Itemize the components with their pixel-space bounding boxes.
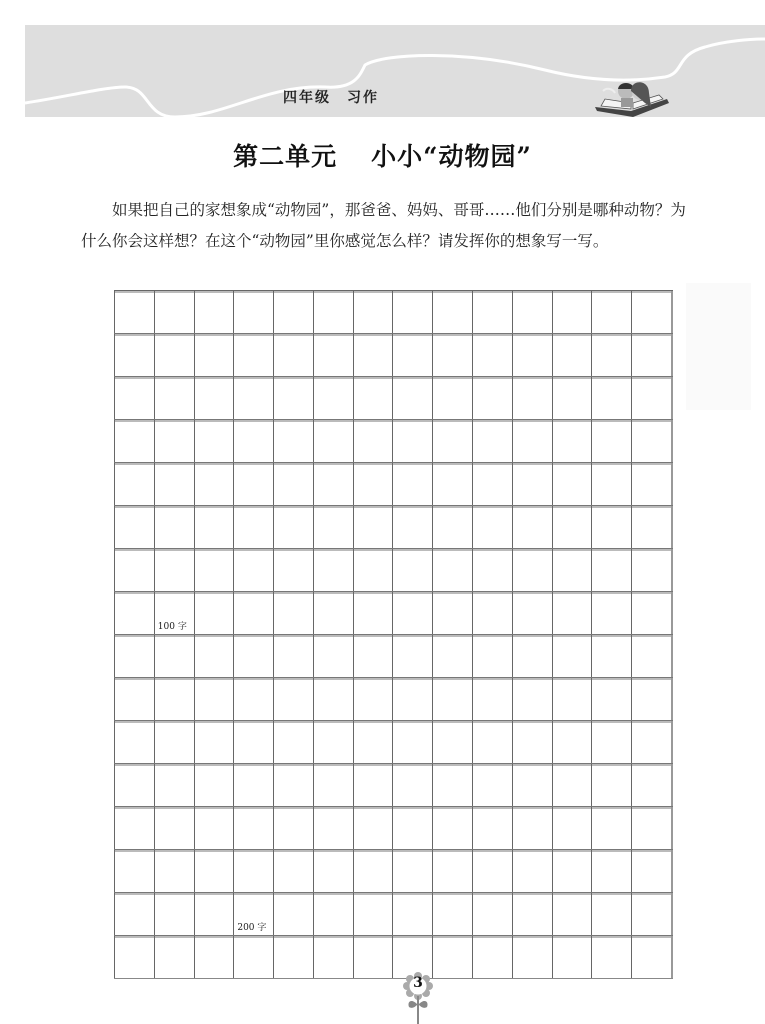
- topic-label: 小小“动物园”: [371, 142, 532, 171]
- grid-cell[interactable]: [432, 635, 472, 677]
- grid-cell[interactable]: [472, 635, 512, 677]
- grid-row: [114, 806, 673, 849]
- grid-cell[interactable]: [194, 506, 234, 548]
- grid-cell[interactable]: [631, 592, 673, 634]
- grid-cell[interactable]: [552, 635, 592, 677]
- grid-cell[interactable]: [194, 592, 234, 634]
- grid-cell[interactable]: [313, 463, 353, 505]
- grid-cell[interactable]: [432, 936, 472, 978]
- grid-cell[interactable]: [353, 721, 393, 763]
- grid-cell[interactable]: [233, 334, 273, 376]
- grid-cell[interactable]: [591, 377, 631, 419]
- grid-row: [114, 419, 673, 462]
- grid-cell[interactable]: [273, 721, 313, 763]
- grid-cell[interactable]: [552, 420, 592, 462]
- grid-cell[interactable]: [154, 549, 194, 591]
- grid-cell[interactable]: [432, 678, 472, 720]
- grid-cell[interactable]: [114, 592, 154, 634]
- grid-cell[interactable]: [591, 592, 631, 634]
- grid-row: [114, 505, 673, 548]
- grid-cell[interactable]: [313, 764, 353, 806]
- word-count-mark: 100 字: [157, 622, 187, 632]
- grid-row: [114, 290, 673, 333]
- grid-cell[interactable]: [114, 936, 154, 978]
- grid-cell[interactable]: [392, 721, 432, 763]
- grid-cell[interactable]: [512, 420, 552, 462]
- grid-cell[interactable]: [353, 506, 393, 548]
- grid-cell[interactable]: [313, 721, 353, 763]
- word-count-mark: 200 字: [237, 923, 267, 933]
- grid-cell[interactable]: [194, 420, 234, 462]
- grid-cell[interactable]: [154, 377, 194, 419]
- grid-cell[interactable]: [154, 936, 194, 978]
- grid-cell[interactable]: [353, 334, 393, 376]
- grid-cell[interactable]: [552, 807, 592, 849]
- grid-cell[interactable]: [512, 463, 552, 505]
- header-label: [283, 87, 379, 107]
- grid-cell[interactable]: [233, 807, 273, 849]
- grid-cell[interactable]: [233, 764, 273, 806]
- grid-cell[interactable]: [552, 506, 592, 548]
- grid-cell[interactable]: [194, 807, 234, 849]
- grid-cell[interactable]: [631, 291, 673, 333]
- grid-cell[interactable]: [631, 635, 673, 677]
- grid-cell[interactable]: [631, 549, 673, 591]
- grid-cell[interactable]: [154, 463, 194, 505]
- grid-cell[interactable]: [591, 291, 631, 333]
- grid-cell[interactable]: [194, 549, 234, 591]
- grid-cell[interactable]: [512, 377, 552, 419]
- grid-cell[interactable]: [114, 850, 154, 892]
- grid-cell[interactable]: [392, 592, 432, 634]
- grid-cell[interactable]: [114, 807, 154, 849]
- grid-cell[interactable]: [472, 592, 512, 634]
- grid-cell[interactable]: [313, 334, 353, 376]
- grid-row: [114, 376, 673, 419]
- grid-cell[interactable]: [233, 291, 273, 333]
- grid-cell[interactable]: [233, 592, 273, 634]
- grid-cell[interactable]: [273, 850, 313, 892]
- grid-cell[interactable]: [392, 764, 432, 806]
- grid-cell[interactable]: [472, 377, 512, 419]
- grid-cell[interactable]: [114, 549, 154, 591]
- grid-cell[interactable]: [313, 377, 353, 419]
- grid-cell[interactable]: [114, 721, 154, 763]
- grid-cell[interactable]: [552, 893, 592, 935]
- grid-cell[interactable]: [591, 420, 631, 462]
- grid-cell[interactable]: [512, 635, 552, 677]
- grid-cell[interactable]: [591, 721, 631, 763]
- grid-row: [114, 634, 673, 677]
- grid-cell[interactable]: [432, 807, 472, 849]
- grid-cell[interactable]: [472, 850, 512, 892]
- grid-cell[interactable]: [552, 291, 592, 333]
- grid-cell[interactable]: [353, 291, 393, 333]
- grid-cell[interactable]: [273, 377, 313, 419]
- grid-cell[interactable]: [432, 334, 472, 376]
- grid-cell[interactable]: [233, 377, 273, 419]
- grid-cell[interactable]: [631, 678, 673, 720]
- grid-cell[interactable]: [512, 678, 552, 720]
- grid-cell[interactable]: [472, 721, 512, 763]
- grid-cell[interactable]: [552, 592, 592, 634]
- grid-cell[interactable]: [194, 377, 234, 419]
- grid-cell[interactable]: [472, 807, 512, 849]
- grid-cell[interactable]: [313, 678, 353, 720]
- grid-cell[interactable]: [631, 721, 673, 763]
- grid-row: [114, 720, 673, 763]
- grid-cell[interactable]: [194, 334, 234, 376]
- grid-cell[interactable]: [233, 721, 273, 763]
- grid-cell[interactable]: [591, 850, 631, 892]
- grid-cell[interactable]: [233, 850, 273, 892]
- grid-cell[interactable]: [154, 721, 194, 763]
- grid-cell[interactable]: [313, 291, 353, 333]
- grid-cell[interactable]: [631, 506, 673, 548]
- grid-cell[interactable]: [233, 936, 273, 978]
- grid-cell[interactable]: [273, 549, 313, 591]
- grid-cell[interactable]: [631, 936, 673, 978]
- grid-cell[interactable]: [392, 291, 432, 333]
- grid-row: [114, 462, 673, 505]
- grid-cell[interactable]: [233, 506, 273, 548]
- grid-cell[interactable]: [432, 377, 472, 419]
- grid-cell[interactable]: [194, 463, 234, 505]
- grid-cell[interactable]: [631, 334, 673, 376]
- grid-cell[interactable]: [512, 334, 552, 376]
- grid-cell[interactable]: [631, 850, 673, 892]
- grid-cell[interactable]: [194, 635, 234, 677]
- grid-row: [114, 591, 673, 634]
- grid-cell[interactable]: [353, 893, 393, 935]
- grid-cell[interactable]: [432, 721, 472, 763]
- grid-row: [114, 935, 673, 978]
- grid-cell[interactable]: [392, 678, 432, 720]
- grid-cell[interactable]: [154, 678, 194, 720]
- grid-cell[interactable]: [154, 592, 194, 634]
- grid-cell[interactable]: [353, 678, 393, 720]
- grid-cell[interactable]: [591, 635, 631, 677]
- grid-cell[interactable]: [552, 463, 592, 505]
- grid-cell[interactable]: [313, 592, 353, 634]
- grid-cell[interactable]: [512, 850, 552, 892]
- writing-prompt: 如果把自己的家想象成“动物园”，那爸爸、妈妈、哥哥……他们分别是哪种动物？为什么你会这样想？在这个“动物园”里你感觉怎么样？请发挥你的想象写一写。: [81, 201, 686, 250]
- grid-cell[interactable]: [194, 764, 234, 806]
- grid-cell[interactable]: [552, 764, 592, 806]
- grid-cell[interactable]: [591, 807, 631, 849]
- grid-cell[interactable]: [432, 506, 472, 548]
- grid-cell[interactable]: [392, 893, 432, 935]
- grid-cell[interactable]: [432, 549, 472, 591]
- page-number-badge: [403, 972, 433, 1024]
- grid-cell[interactable]: [154, 506, 194, 548]
- grid-cell[interactable]: [353, 850, 393, 892]
- grid-cell[interactable]: [591, 893, 631, 935]
- grid-cell[interactable]: [273, 764, 313, 806]
- grid-cell[interactable]: [233, 893, 273, 935]
- grid-cell[interactable]: [114, 506, 154, 548]
- grid-cell[interactable]: [512, 592, 552, 634]
- grid-cell[interactable]: [512, 721, 552, 763]
- grid-cell[interactable]: [512, 291, 552, 333]
- grid-cell[interactable]: [512, 549, 552, 591]
- grid-cell[interactable]: [313, 549, 353, 591]
- grid-cell[interactable]: [194, 936, 234, 978]
- page-title: [0, 137, 765, 173]
- grid-cell[interactable]: [432, 420, 472, 462]
- grid-cell[interactable]: [353, 549, 393, 591]
- grid-cell[interactable]: [512, 807, 552, 849]
- grid-cell[interactable]: [591, 678, 631, 720]
- grid-cell[interactable]: [273, 807, 313, 849]
- grid-cell[interactable]: [313, 850, 353, 892]
- grid-cell[interactable]: [512, 893, 552, 935]
- grade-label: 四年级: [283, 90, 331, 106]
- grid-cell[interactable]: [353, 377, 393, 419]
- grid-cell[interactable]: [114, 678, 154, 720]
- grid-cell[interactable]: [552, 850, 592, 892]
- grid-cell[interactable]: [273, 635, 313, 677]
- grid-cell[interactable]: [154, 807, 194, 849]
- grid-row: [114, 763, 673, 806]
- grid-cell[interactable]: [472, 678, 512, 720]
- grid-cell[interactable]: [472, 936, 512, 978]
- grid-cell[interactable]: [194, 850, 234, 892]
- grid-cell[interactable]: [512, 764, 552, 806]
- grid-row: [114, 849, 673, 892]
- grid-cell[interactable]: [154, 334, 194, 376]
- grid-cell[interactable]: [591, 506, 631, 548]
- grid-cell[interactable]: [154, 420, 194, 462]
- grid-cell[interactable]: [552, 549, 592, 591]
- grid-cell[interactable]: [273, 678, 313, 720]
- grid-cell[interactable]: [552, 678, 592, 720]
- grid-cell[interactable]: [273, 291, 313, 333]
- grid-cell[interactable]: [472, 334, 512, 376]
- grid-cell[interactable]: [432, 893, 472, 935]
- grid-cell[interactable]: [154, 291, 194, 333]
- grid-cell[interactable]: [194, 291, 234, 333]
- grid-cell[interactable]: [392, 420, 432, 462]
- grid-cell[interactable]: [512, 506, 552, 548]
- grid-cell[interactable]: [273, 936, 313, 978]
- grid-cell[interactable]: [114, 463, 154, 505]
- grid-cell[interactable]: [472, 893, 512, 935]
- grid-cell[interactable]: [392, 807, 432, 849]
- grid-cell[interactable]: [432, 291, 472, 333]
- writing-grid[interactable]: [114, 290, 673, 979]
- grid-cell[interactable]: [591, 463, 631, 505]
- grid-cell[interactable]: [432, 850, 472, 892]
- grid-cell[interactable]: [233, 678, 273, 720]
- grid-cell[interactable]: [273, 592, 313, 634]
- grid-cell[interactable]: [154, 635, 194, 677]
- grid-cell[interactable]: [114, 334, 154, 376]
- grid-cell[interactable]: [313, 635, 353, 677]
- grid-cell[interactable]: [552, 936, 592, 978]
- grid-cell[interactable]: [631, 420, 673, 462]
- grid-cell[interactable]: [273, 463, 313, 505]
- grid-cell[interactable]: [313, 936, 353, 978]
- grid-cell[interactable]: [313, 893, 353, 935]
- grid-cell[interactable]: [552, 721, 592, 763]
- grid-cell[interactable]: [154, 893, 194, 935]
- grid-cell[interactable]: [313, 506, 353, 548]
- grid-cell[interactable]: [154, 764, 194, 806]
- grid-cell[interactable]: [353, 420, 393, 462]
- grid-cell[interactable]: [313, 807, 353, 849]
- grid-cell[interactable]: [114, 377, 154, 419]
- grid-cell[interactable]: [114, 893, 154, 935]
- faint-margin-box: [686, 283, 751, 410]
- grid-cell[interactable]: [194, 893, 234, 935]
- grid-cell[interactable]: [591, 936, 631, 978]
- grid-cell[interactable]: [392, 635, 432, 677]
- grid-cell[interactable]: [273, 334, 313, 376]
- grid-cell[interactable]: [114, 291, 154, 333]
- unit-label: 第二单元: [233, 142, 338, 171]
- grid-cell[interactable]: [392, 549, 432, 591]
- grid-cell[interactable]: [512, 936, 552, 978]
- grid-cell[interactable]: [631, 893, 673, 935]
- grid-cell[interactable]: [472, 463, 512, 505]
- grid-cell[interactable]: [552, 334, 592, 376]
- grid-row: [114, 677, 673, 720]
- grid-cell[interactable]: [432, 764, 472, 806]
- grid-cell[interactable]: [472, 506, 512, 548]
- grid-bottom-border: [114, 978, 673, 979]
- grid-cell[interactable]: [353, 936, 393, 978]
- grid-cell[interactable]: [353, 592, 393, 634]
- grid-cell[interactable]: [432, 463, 472, 505]
- header-band: [25, 25, 765, 117]
- grid-cell[interactable]: [631, 377, 673, 419]
- grid-cell[interactable]: [472, 291, 512, 333]
- children-reading-book-icon: [593, 81, 673, 117]
- grid-cell[interactable]: [273, 893, 313, 935]
- grid-cell[interactable]: [233, 635, 273, 677]
- grid-cell[interactable]: [472, 764, 512, 806]
- grid-cell[interactable]: [472, 549, 512, 591]
- grid-cell[interactable]: [591, 334, 631, 376]
- grid-cell[interactable]: [631, 807, 673, 849]
- grid-cell[interactable]: [472, 420, 512, 462]
- grid-cell[interactable]: [273, 420, 313, 462]
- grid-cell[interactable]: [154, 850, 194, 892]
- grid-row: [114, 892, 673, 935]
- grid-cell[interactable]: [194, 678, 234, 720]
- grid-cell[interactable]: [392, 377, 432, 419]
- grid-cell[interactable]: [631, 463, 673, 505]
- grid-cell[interactable]: [114, 420, 154, 462]
- grid-cell[interactable]: [392, 334, 432, 376]
- grid-cell[interactable]: [591, 764, 631, 806]
- grid-cell[interactable]: [233, 420, 273, 462]
- grid-cell[interactable]: [353, 807, 393, 849]
- grid-cell[interactable]: [392, 850, 432, 892]
- grid-cell[interactable]: [194, 721, 234, 763]
- subject-label: 习作: [347, 90, 379, 106]
- grid-cell[interactable]: [353, 463, 393, 505]
- grid-cell[interactable]: [353, 764, 393, 806]
- grid-row: [114, 548, 673, 591]
- grid-cell[interactable]: [233, 463, 273, 505]
- grid-cell[interactable]: [114, 764, 154, 806]
- grid-cell[interactable]: [392, 506, 432, 548]
- grid-cell[interactable]: [392, 463, 432, 505]
- grid-cell[interactable]: [114, 635, 154, 677]
- grid-cell[interactable]: [591, 549, 631, 591]
- grid-cell[interactable]: [552, 377, 592, 419]
- grid-cell[interactable]: [313, 420, 353, 462]
- grid-cell[interactable]: [353, 635, 393, 677]
- grid-cell[interactable]: [432, 592, 472, 634]
- page-number: 3: [413, 975, 423, 991]
- grid-cell[interactable]: [273, 506, 313, 548]
- grid-cell[interactable]: [233, 549, 273, 591]
- grid-row: [114, 333, 673, 376]
- grid-cell[interactable]: [631, 764, 673, 806]
